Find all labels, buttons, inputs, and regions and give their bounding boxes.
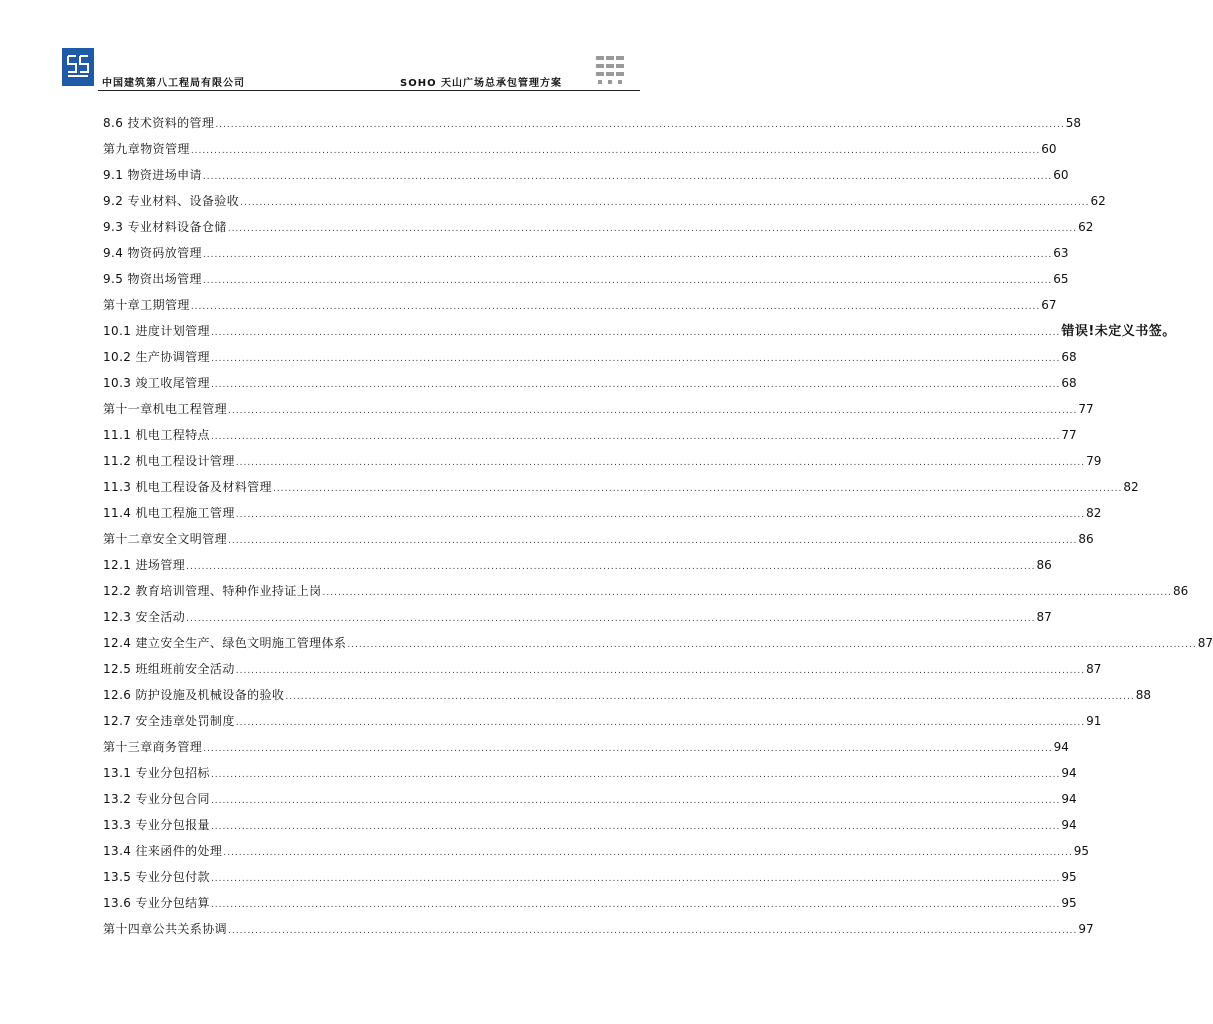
- toc-entry[interactable]: [103, 786, 1077, 812]
- toc-entry[interactable]: [103, 266, 1069, 292]
- toc-leader-dots: ............................................................................................................................................................................................................................: [322, 588, 1172, 598]
- toc-entry[interactable]: [103, 240, 1069, 266]
- toc-entry[interactable]: [103, 656, 1102, 682]
- toc-entry-page: 82: [1086, 506, 1102, 520]
- toc-leader-dots: ............................................................................................................................................................................................................................: [228, 406, 1078, 416]
- toc-entry-title: 13.4 往来函件的处理: [103, 844, 223, 858]
- toc-entry-title: 12.3 安全活动: [103, 610, 186, 624]
- toc-leader-dots: ............................................................................................................................................................................................................................: [228, 926, 1078, 936]
- toc-leader-dots: ............................................................................................................................................................................................................................: [347, 640, 1197, 650]
- toc-entry-title: 12.6 防护设施及机械设备的验收: [103, 688, 285, 702]
- toc-entry[interactable]: [103, 396, 1094, 422]
- toc-entry-page: 65: [1053, 272, 1069, 286]
- toc-leader-dots: ............................................................................................................................................................................................................................: [210, 770, 1061, 780]
- toc-entry-title: 8.6 技术资料的管理: [103, 116, 215, 130]
- toc-entry[interactable]: [103, 474, 1139, 500]
- toc-entry-title: 11.1 机电工程特点: [103, 428, 210, 442]
- toc-entry-title: 12.4 建立安全生产、绿色文明施工管理体系: [103, 636, 347, 650]
- toc-entry-page: 62: [1078, 220, 1094, 234]
- toc-entry[interactable]: [103, 318, 1176, 344]
- toc-entry-page: 94: [1053, 740, 1069, 754]
- toc-leader-dots: ............................................................................................................................................................................................................................: [210, 796, 1061, 806]
- toc-entry-title: 11.4 机电工程施工管理: [103, 506, 235, 520]
- toc-leader-dots: ............................................................................................................................................................................................................................: [223, 848, 1073, 858]
- toc-leader-dots: ............................................................................................................................................................................................................................: [228, 536, 1078, 546]
- toc-entry-title: 9.5 物资出场管理: [103, 272, 202, 286]
- toc-entry-title: 9.3 专业材料设备仓储: [103, 220, 227, 234]
- toc-entry-page: 87: [1197, 636, 1213, 650]
- toc-entry-title: 第九章物资管理: [103, 142, 190, 156]
- toc-leader-dots: ............................................................................................................................................................................................................................: [210, 328, 1061, 338]
- toc-leader-dots: ............................................................................................................................................................................................................................: [210, 354, 1061, 364]
- toc-leader-dots: ............................................................................................................................................................................................................................: [190, 146, 1041, 156]
- toc-leader-dots: ............................................................................................................................................................................................................................: [215, 120, 1065, 130]
- toc-entry-page: 86: [1172, 584, 1189, 598]
- toc-entry-title: 11.2 机电工程设计管理: [103, 454, 235, 468]
- toc-entry-page: 94: [1061, 818, 1077, 832]
- toc-entry-page: 67: [1041, 298, 1057, 312]
- toc-entry[interactable]: [103, 734, 1069, 760]
- toc-entry-page: 错误!未定义书签。: [1061, 324, 1176, 339]
- toc-leader-dots: ............................................................................................................................................................................................................................: [186, 562, 1036, 572]
- toc-entry-title: 第十二章安全文明管理: [103, 532, 228, 546]
- company-name: 中国建筑第八工程局有限公司: [102, 78, 245, 89]
- toc-entry-title: 12.1 进场管理: [103, 558, 186, 572]
- toc-leader-dots: ............................................................................................................................................................................................................................: [186, 614, 1036, 624]
- toc-entry-page: 87: [1086, 662, 1102, 676]
- toc-entry[interactable]: [103, 760, 1077, 786]
- toc-leader-dots: ............................................................................................................................................................................................................................: [210, 874, 1061, 884]
- toc-entry[interactable]: [103, 344, 1077, 370]
- toc-entry-title: 10.1 进度计划管理: [103, 324, 210, 338]
- toc-entry-page: 86: [1078, 532, 1094, 546]
- toc-leader-dots: ............................................................................................................................................................................................................................: [210, 822, 1061, 832]
- toc-entry-title: 9.1 物资进场申请: [103, 168, 202, 182]
- toc-leader-dots: ............................................................................................................................................................................................................................: [235, 458, 1086, 468]
- toc-entry-page: 60: [1053, 168, 1069, 182]
- toc-leader-dots: ............................................................................................................................................................................................................................: [210, 432, 1061, 442]
- toc-entry-page: 95: [1073, 844, 1090, 858]
- toc-entry-page: 91: [1086, 714, 1102, 728]
- toc-entry-title: 第十章工期管理: [103, 298, 190, 312]
- toc-entry-title: 12.5 班组班前安全活动: [103, 662, 235, 676]
- table-of-contents: [103, 110, 1213, 942]
- toc-entry[interactable]: [103, 500, 1102, 526]
- toc-leader-dots: ............................................................................................................................................................................................................................: [190, 302, 1041, 312]
- toc-entry-title: 13.3 专业分包报量: [103, 818, 210, 832]
- page-header: [62, 48, 640, 92]
- toc-entry-title: 11.3 机电工程设备及材料管理: [103, 480, 272, 494]
- toc-entry[interactable]: [103, 188, 1106, 214]
- toc-entry-page: 82: [1123, 480, 1139, 494]
- toc-entry-title: 12.7 安全违章处罚制度: [103, 714, 235, 728]
- toc-entry-page: 62: [1090, 194, 1106, 208]
- toc-leader-dots: ............................................................................................................................................................................................................................: [272, 484, 1123, 494]
- toc-entry[interactable]: [103, 864, 1077, 890]
- toc-entry-title: 第十三章商务管理: [103, 740, 203, 754]
- toc-leader-dots: ............................................................................................................................................................................................................................: [240, 198, 1090, 208]
- toc-leader-dots: ............................................................................................................................................................................................................................: [210, 380, 1061, 390]
- toc-entry-page: 94: [1061, 766, 1077, 780]
- toc-entry-page: 79: [1086, 454, 1102, 468]
- toc-entry-title: 9.2 专业材料、设备验收: [103, 194, 240, 208]
- toc-leader-dots: ............................................................................................................................................................................................................................: [210, 900, 1061, 910]
- toc-leader-dots: ............................................................................................................................................................................................................................: [235, 666, 1086, 676]
- toc-entry[interactable]: [103, 604, 1052, 630]
- toc-entry-page: 86: [1036, 558, 1052, 572]
- toc-leader-dots: ............................................................................................................................................................................................................................: [227, 224, 1078, 234]
- toc-entry[interactable]: [103, 708, 1102, 734]
- toc-entry-page: 95: [1061, 896, 1077, 910]
- toc-entry-title: 12.2 教育培训管理、特种作业持证上岗: [103, 584, 322, 598]
- toc-entry-title: 13.1 专业分包招标: [103, 766, 210, 780]
- toc-entry[interactable]: [103, 682, 1152, 708]
- toc-entry[interactable]: [103, 370, 1077, 396]
- toc-entry-title: 10.3 竣工收尾管理: [103, 376, 210, 390]
- toc-entry[interactable]: [103, 526, 1094, 552]
- toc-entry-page: 94: [1061, 792, 1077, 806]
- toc-entry[interactable]: [103, 422, 1077, 448]
- toc-entry[interactable]: [103, 552, 1052, 578]
- toc-entry[interactable]: [103, 162, 1069, 188]
- toc-leader-dots: ............................................................................................................................................................................................................................: [285, 692, 1135, 702]
- toc-leader-dots: ............................................................................................................................................................................................................................: [202, 250, 1053, 260]
- toc-leader-dots: ............................................................................................................................................................................................................................: [203, 744, 1053, 754]
- toc-entry-title: 第十一章机电工程管理: [103, 402, 228, 416]
- toc-entry-page: 60: [1041, 142, 1057, 156]
- toc-entry[interactable]: [103, 578, 1189, 604]
- toc-entry[interactable]: [103, 838, 1090, 864]
- toc-entry-page: 63: [1053, 246, 1069, 260]
- toc-leader-dots: ............................................................................................................................................................................................................................: [202, 172, 1053, 182]
- toc-leader-dots: ............................................................................................................................................................................................................................: [202, 276, 1053, 286]
- toc-entry-page: 77: [1061, 428, 1077, 442]
- toc-entry[interactable]: [103, 136, 1057, 162]
- toc-entry[interactable]: [103, 110, 1081, 136]
- header-decoration-icon: [596, 54, 630, 86]
- cscec-logo-icon: [65, 52, 91, 82]
- toc-entry-page: 68: [1061, 376, 1077, 390]
- toc-entry-title: 第十四章公共关系协调: [103, 922, 228, 936]
- toc-entry-title: 10.2 生产协调管理: [103, 350, 210, 364]
- toc-leader-dots: ............................................................................................................................................................................................................................: [235, 718, 1086, 728]
- toc-entry[interactable]: [103, 630, 1213, 656]
- toc-entry-title: 9.4 物资码放管理: [103, 246, 202, 260]
- toc-entry-page: 87: [1036, 610, 1052, 624]
- toc-entry-title: 13.2 专业分包合同: [103, 792, 210, 806]
- toc-entry[interactable]: [103, 292, 1057, 318]
- toc-entry[interactable]: [103, 916, 1094, 942]
- toc-entry[interactable]: [103, 214, 1094, 240]
- toc-entry[interactable]: [103, 448, 1102, 474]
- toc-entry-page: 77: [1078, 402, 1094, 416]
- toc-entry-page: 88: [1135, 688, 1152, 702]
- toc-entry-page: 95: [1061, 870, 1077, 884]
- header-rule: [98, 90, 640, 91]
- company-logo: [62, 48, 94, 86]
- toc-entry[interactable]: [103, 890, 1077, 916]
- project-title: SOHO 天山广场总承包管理方案: [400, 78, 563, 89]
- toc-entry-page: 68: [1061, 350, 1077, 364]
- toc-leader-dots: ............................................................................................................................................................................................................................: [235, 510, 1086, 520]
- toc-entry-page: 58: [1065, 116, 1081, 130]
- toc-entry[interactable]: [103, 812, 1077, 838]
- toc-entry-title: 13.6 专业分包结算: [103, 896, 210, 910]
- toc-entry-page: 97: [1078, 922, 1094, 936]
- toc-entry-title: 13.5 专业分包付款: [103, 870, 210, 884]
